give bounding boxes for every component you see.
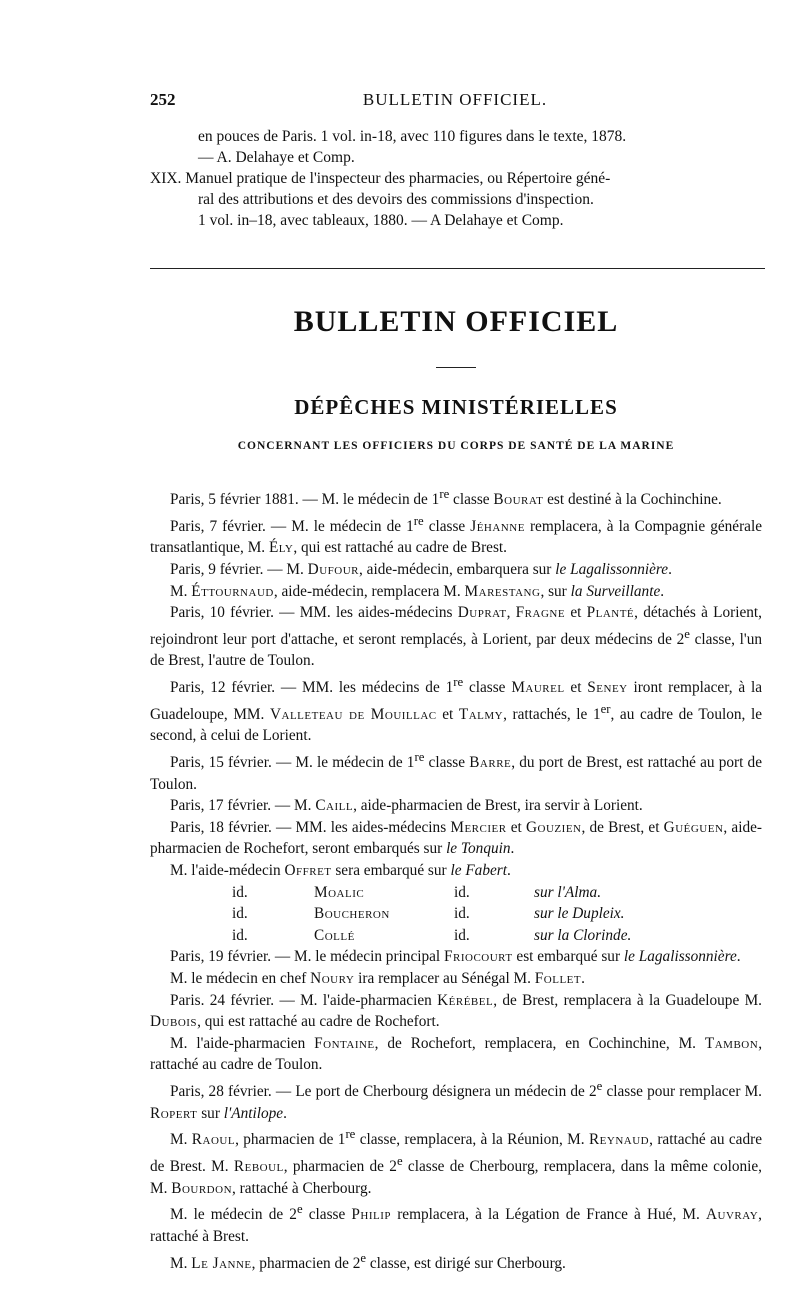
person-name: Maurel: [511, 679, 565, 697]
person-name: Talmy: [458, 705, 504, 723]
person-name: Le Janne: [191, 1254, 252, 1272]
paragraph: [150, 1199, 762, 1247]
person-name: Philip: [351, 1206, 392, 1224]
page-title: BULLETIN OFFICIEL: [293, 305, 619, 338]
text-run: classe, remplacera, à la Réunion, M.: [355, 1131, 589, 1149]
person-name: Planté: [586, 604, 635, 622]
page-header: [150, 90, 760, 114]
bibliography-block: [150, 126, 762, 231]
text-run: Paris, 17 février. — M.: [170, 797, 316, 815]
person-name: Fontaine: [314, 1034, 375, 1052]
section-subtitle: CONCERNANT LES OFFICIERS DU CORPS DE SANTÉ DE LA MARINE: [237, 440, 675, 452]
text-run: , de Brest, remplacera à la Guadeloupe M.: [493, 991, 762, 1009]
person-name: Reynaud: [588, 1131, 650, 1149]
person-name: Marestang: [464, 582, 541, 600]
person-name: Valleteau de Mouillac: [269, 705, 437, 723]
person-name: Dufour: [307, 560, 359, 578]
person-name: Ropert: [150, 1104, 198, 1122]
paragraph: [150, 860, 762, 882]
text-run: re: [439, 487, 450, 501]
person-name: Raoul: [191, 1131, 236, 1149]
text-run: Paris, 10 février. — MM. les aides-médecins: [170, 604, 458, 622]
ship-name: sur la Clorinde.: [534, 926, 632, 944]
paragraph: [150, 484, 762, 511]
bibliography-line: ral des attributions et des devoirs des commissions d'inspection.: [198, 191, 594, 208]
text-run: e: [360, 1250, 367, 1265]
text-run: e: [396, 1153, 403, 1168]
section-title: DÉPÊCHES MINISTÉRIELLES: [294, 395, 618, 419]
divider-rule: [150, 268, 765, 269]
ship-name: le Tonquin: [446, 840, 511, 858]
text-run: , rattachés, le 1: [503, 705, 601, 723]
ship-name: sur l'Alma.: [534, 883, 602, 901]
person-name: Dubois: [150, 1013, 198, 1031]
ship-name: le Lagalissonnière: [555, 560, 669, 578]
text-run: sur: [197, 1104, 224, 1122]
person-name: Ély: [268, 539, 294, 557]
person-name: Mercier: [450, 818, 507, 836]
bibliography-line: 1 vol. in–18, avec tableaux, 1880. — A Delahaye et Comp.: [198, 212, 564, 229]
person-name: Bourat: [493, 491, 544, 509]
paragraph: [150, 559, 762, 581]
paragraph: [150, 990, 762, 1033]
text-run: et: [506, 818, 526, 836]
paragraph: [150, 946, 762, 968]
paragraph: [150, 672, 762, 747]
text-run: id.: [454, 883, 470, 901]
person-name: Guéguen: [663, 818, 724, 836]
text-run: classe: [463, 679, 512, 697]
text-run: , aide-médecin, embarquera sur: [359, 560, 556, 578]
text-run: e: [296, 1202, 303, 1217]
text-run: , pharmacien de 2: [251, 1254, 361, 1272]
page-number: 252: [150, 90, 176, 109]
text-run: et: [436, 705, 459, 723]
text-run: , rattaché à Brest.: [150, 1206, 762, 1245]
paragraph: [150, 1248, 762, 1275]
text-run: ,: [506, 604, 516, 622]
text-run: Paris, 18 février. — MM. les aides-médecins: [170, 818, 451, 836]
ship-name: la Surveillante: [570, 582, 661, 600]
text-run: M.: [170, 1131, 192, 1149]
ship-name: le Fabert: [450, 862, 507, 880]
assignment-listing: [150, 882, 762, 947]
text-run: .: [660, 582, 665, 600]
paragraph: [150, 968, 762, 990]
person-name: Reboul: [233, 1158, 284, 1176]
text-run: M. le médecin de 2: [170, 1206, 297, 1224]
text-run: , détachés à Lorient, rejoindront leur port d'attache, et seront remplacés, à Lorient, par deux médecins de 2: [150, 604, 762, 648]
text-run: M.: [170, 1254, 192, 1272]
person-name: Offret: [284, 862, 332, 880]
list-item: [150, 925, 762, 947]
text-run: e: [596, 1079, 603, 1093]
person-name: Bourdon: [171, 1179, 233, 1197]
text-run: et: [564, 679, 588, 697]
paragraph: [150, 1124, 762, 1199]
text-run: id.: [232, 883, 248, 901]
paragraph: [150, 747, 762, 795]
text-run: , qui est rattaché au cadre de Rochefort.: [197, 1013, 440, 1031]
text-run: re: [413, 513, 424, 528]
text-run: .: [506, 862, 511, 880]
person-name: Kérébel: [437, 991, 494, 1009]
text-run: Paris, 19 février. — M. le médecin principal: [170, 948, 444, 966]
person-name: Collé: [314, 926, 355, 944]
person-name: Noury: [310, 970, 355, 988]
paragraph: [150, 511, 762, 559]
text-run: classe, l'un de Brest, l'autre de Toulon.: [150, 630, 762, 670]
text-run: est embarqué sur: [512, 948, 624, 966]
person-name: Follet: [534, 970, 582, 988]
person-name: Auvray: [706, 1206, 759, 1224]
bibliography-line: en pouces de Paris. 1 vol. in-18, avec 110 figures dans le texte, 1878.: [198, 128, 627, 145]
list-item: [150, 882, 762, 904]
text-run: .: [510, 840, 515, 858]
person-name: Caill: [315, 797, 354, 815]
text-run: classe de Cherbourg, remplacera, dans la même colonie, M.: [150, 1158, 763, 1197]
text-run: M. le médecin en chef: [170, 970, 311, 988]
ship-name: l'Antilope: [223, 1104, 284, 1122]
person-name: Moalic: [314, 883, 365, 901]
text-run: id.: [454, 926, 470, 944]
text-run: id.: [454, 905, 470, 923]
text-run: Paris, 9 février. — M.: [170, 560, 308, 578]
text-run: M. l'aide-médecin: [170, 862, 285, 880]
text-run: , qui est rattaché au cadre de Brest.: [293, 539, 507, 557]
paragraph: [150, 602, 762, 672]
text-run: id.: [232, 905, 248, 923]
person-name: Gouzien: [526, 818, 582, 836]
paragraph: [150, 1076, 762, 1124]
text-run: , pharmacien de 2: [283, 1158, 397, 1176]
text-run: , de Brest, et: [581, 818, 664, 836]
text-run: classe: [302, 1206, 352, 1224]
text-run: , aide-pharmacien de Rochefort, seront embarqués sur: [150, 818, 762, 858]
text-run: er: [600, 701, 611, 716]
text-run: , du port de Brest, est rattaché au port de Toulon.: [150, 754, 762, 793]
bibliography-line: — A. Delahaye et Comp.: [198, 149, 355, 166]
text-run: .: [736, 948, 741, 966]
text-run: M. l'aide-pharmacien: [170, 1034, 315, 1052]
running-head: BULLETIN OFFICIEL.: [362, 90, 548, 109]
text-run: , rattaché au cadre de Brest. M.: [150, 1131, 763, 1176]
person-name: Duprat: [457, 604, 507, 622]
text-run: , rattaché à Cherbourg.: [232, 1179, 372, 1197]
text-run: e: [684, 626, 690, 641]
paragraph: [150, 817, 762, 860]
text-run: et: [565, 604, 587, 622]
text-run: , aide-pharmacien de Brest, ira servir à Lorient.: [353, 797, 643, 815]
text-run: sera embarqué sur: [331, 862, 451, 880]
text-run: Paris, 12 février. — MM. les médecins de 1: [170, 679, 454, 697]
text-run: est destiné à la Cochinchine.: [543, 491, 722, 509]
person-name: Jéhanne: [470, 517, 525, 535]
text-run: remplacera, à la Compagnie générale transatlantique, M.: [150, 517, 762, 557]
text-run: classe: [424, 754, 470, 772]
text-run: , au cadre de Toulon, le second, à celui de Lorient.: [150, 705, 762, 745]
person-name: Boucheron: [314, 905, 390, 923]
text-run: , pharmacien de 1: [235, 1131, 346, 1149]
text-run: id.: [232, 926, 248, 944]
bibliography-line: XIX. Manuel pratique de l'inspecteur des pharmacies, ou Répertoire géné-: [150, 170, 611, 187]
text-run: classe, est dirigé sur Cherbourg.: [366, 1254, 566, 1272]
text-run: remplacera, à la Légation de France à Hué, M.: [391, 1206, 706, 1224]
text-run: ira remplacer au Sénégal M.: [354, 970, 535, 988]
short-divider: [436, 367, 476, 368]
text-run: Paris, 5 février 1881. — M. le médecin de 1: [170, 491, 440, 509]
dispatches-body: [150, 484, 762, 1274]
person-name: Fragne: [515, 604, 566, 622]
text-run: Paris, 15 février. — M. le médecin de 1: [170, 754, 415, 772]
text-run: .: [283, 1104, 287, 1122]
person-name: Seney: [587, 679, 628, 697]
paragraph: [150, 795, 762, 817]
text-run: Paris, 28 février. — Le port de Cherbourg désignera un médecin de 2: [170, 1083, 597, 1101]
person-name: Friocourt: [444, 948, 513, 966]
text-run: , sur: [540, 582, 571, 600]
text-run: , aide-médecin, remplacera M.: [273, 582, 465, 600]
text-run: classe pour remplacer M.: [602, 1083, 762, 1101]
text-run: .: [581, 970, 585, 988]
text-run: , de Rochefort, remplacera, en Cochinchine, M.: [374, 1034, 705, 1052]
paragraph: [150, 1033, 762, 1076]
text-run: classe: [423, 517, 471, 535]
ship-name: sur le Dupleix.: [534, 905, 625, 923]
person-name: Éttournaud: [191, 582, 274, 600]
text-run: .: [668, 560, 672, 578]
text-run: re: [345, 1127, 356, 1142]
text-run: iront remplacer, à la Guadeloupe, MM.: [150, 679, 762, 723]
text-run: re: [453, 675, 464, 690]
paragraph: [150, 581, 762, 603]
text-run: Paris, 7 février. — M. le médecin de 1: [170, 517, 414, 535]
ship-name: le Lagalissonnière: [623, 948, 737, 966]
text-run: M.: [170, 582, 192, 600]
text-run: Paris. 24 février. — M. l'aide-pharmacien: [170, 991, 438, 1009]
person-name: Barre: [469, 754, 512, 772]
text-run: , rattaché au cadre de Toulon.: [150, 1034, 763, 1074]
text-run: classe: [449, 491, 494, 509]
text-run: re: [414, 750, 425, 764]
person-name: Tambon: [704, 1034, 759, 1052]
list-item: [150, 903, 762, 925]
